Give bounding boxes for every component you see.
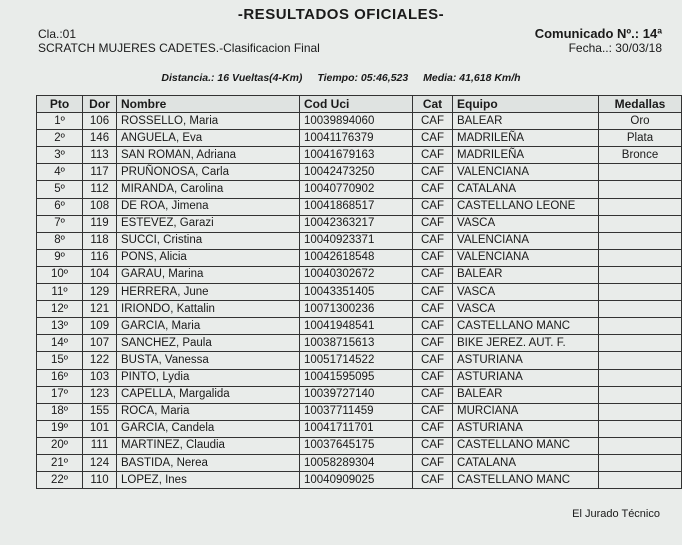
cell-equipo: ASTURIANA xyxy=(453,352,599,369)
cell-cat: CAF xyxy=(413,437,453,454)
col-header-cat: Cat xyxy=(413,96,453,113)
cell-medalla xyxy=(599,420,682,437)
cell-dor: 106 xyxy=(83,113,117,130)
table-row xyxy=(37,215,682,232)
cell-medalla xyxy=(599,266,682,283)
cell-cod-uci: 10041176379 xyxy=(300,130,413,147)
cell-pto: 11º xyxy=(37,284,83,301)
cell-medalla xyxy=(599,335,682,352)
cell-nombre: MIRANDA, Carolina xyxy=(117,181,300,198)
cell-equipo: MADRILEÑA xyxy=(453,130,599,147)
cell-pto: 12º xyxy=(37,301,83,318)
cell-cod-uci: 10041868517 xyxy=(300,198,413,215)
cell-dor: 146 xyxy=(83,130,117,147)
cell-cod-uci: 10037645175 xyxy=(300,437,413,454)
cell-medalla: Bronce xyxy=(599,147,682,164)
cell-nombre: GARCIA, Maria xyxy=(117,318,300,335)
cell-dor: 109 xyxy=(83,318,117,335)
col-header-equipo: Equipo xyxy=(453,96,599,113)
cell-dor: 104 xyxy=(83,266,117,283)
cell-cod-uci: 10037711459 xyxy=(300,403,413,420)
table-row xyxy=(37,284,682,301)
cell-cat: CAF xyxy=(413,403,453,420)
header-left xyxy=(38,27,320,55)
cell-equipo: VASCA xyxy=(453,284,599,301)
cell-medalla xyxy=(599,284,682,301)
cell-dor: 117 xyxy=(83,164,117,181)
cell-cod-uci: 10058289304 xyxy=(300,454,413,471)
table-header-row xyxy=(37,96,682,113)
cell-equipo: MURCIANA xyxy=(453,403,599,420)
cell-nombre: PINTO, Lydia xyxy=(117,369,300,386)
cell-pto: 20º xyxy=(37,437,83,454)
cell-dor: 110 xyxy=(83,472,117,489)
cell-dor: 103 xyxy=(83,369,117,386)
col-header-pto: Pto xyxy=(37,96,83,113)
cell-dor: 123 xyxy=(83,386,117,403)
cell-cat: CAF xyxy=(413,232,453,249)
col-header-cod-uci: Cod Uci xyxy=(300,96,413,113)
cell-dor: 111 xyxy=(83,437,117,454)
cell-cod-uci: 10041679163 xyxy=(300,147,413,164)
cell-nombre: ANGUELA, Eva xyxy=(117,130,300,147)
cell-equipo: VASCA xyxy=(453,215,599,232)
cell-equipo: CASTELLANO LEONE xyxy=(453,198,599,215)
document-title: -RESULTADOS OFICIALES- xyxy=(237,6,445,23)
cell-medalla xyxy=(599,215,682,232)
table-row xyxy=(37,437,682,454)
cell-pto: 15º xyxy=(37,352,83,369)
cell-nombre: CAPELLA, Margalida xyxy=(117,386,300,403)
cell-medalla xyxy=(599,472,682,489)
table-row xyxy=(37,266,682,283)
cell-nombre: PRUÑONOSA, Carla xyxy=(117,164,300,181)
cell-cat: CAF xyxy=(413,369,453,386)
cell-nombre: GARCIA, Candela xyxy=(117,420,300,437)
col-header-medallas: Medallas xyxy=(599,96,682,113)
race-summary xyxy=(0,72,682,84)
cell-medalla xyxy=(599,232,682,249)
event-name: SCRATCH MUJERES CADETES.-Clasificacion Final xyxy=(38,41,320,55)
cell-equipo: ASTURIANA xyxy=(453,420,599,437)
cell-cat: CAF xyxy=(413,181,453,198)
cell-cod-uci: 10042618548 xyxy=(300,249,413,266)
cell-cat: CAF xyxy=(413,318,453,335)
cell-pto: 5º xyxy=(37,181,83,198)
cell-nombre: ROCA, Maria xyxy=(117,403,300,420)
cell-medalla xyxy=(599,386,682,403)
jury-signature-label: El Jurado Técnico xyxy=(572,508,660,520)
cell-nombre: ROSSELLO, Maria xyxy=(117,113,300,130)
cell-cod-uci: 10041595095 xyxy=(300,369,413,386)
cell-pto: 18º xyxy=(37,403,83,420)
cell-nombre: LOPEZ, Ines xyxy=(117,472,300,489)
table-row xyxy=(37,472,682,489)
cell-dor: 108 xyxy=(83,198,117,215)
cell-dor: 113 xyxy=(83,147,117,164)
cell-pto: 22º xyxy=(37,472,83,489)
cell-cat: CAF xyxy=(413,386,453,403)
table-row xyxy=(37,198,682,215)
table-row xyxy=(37,249,682,266)
cell-cat: CAF xyxy=(413,164,453,181)
cell-pto: 2º xyxy=(37,130,83,147)
cell-pto: 1º xyxy=(37,113,83,130)
header-right xyxy=(535,27,662,55)
col-header-nombre: Nombre xyxy=(117,96,300,113)
cell-medalla xyxy=(599,181,682,198)
cell-medalla xyxy=(599,437,682,454)
communique-number: Comunicado Nº.: 14ª xyxy=(534,26,662,41)
cell-nombre: BUSTA, Vanessa xyxy=(117,352,300,369)
cell-dor: 121 xyxy=(83,301,117,318)
cell-pto: 10º xyxy=(37,266,83,283)
cell-cat: CAF xyxy=(413,266,453,283)
cell-cod-uci: 10039727140 xyxy=(300,386,413,403)
table-row xyxy=(37,130,682,147)
cell-cat: CAF xyxy=(413,284,453,301)
cell-nombre: PONS, Alicia xyxy=(117,249,300,266)
cell-equipo: CASTELLANO MANC xyxy=(453,472,599,489)
cell-dor: 118 xyxy=(83,232,117,249)
cell-equipo: CATALANA xyxy=(453,454,599,471)
cell-dor: 116 xyxy=(83,249,117,266)
distance: Distancia.: 16 Vueltas(4-Km) xyxy=(161,72,303,84)
cell-cat: CAF xyxy=(413,472,453,489)
cell-pto: 7º xyxy=(37,215,83,232)
cell-cat: CAF xyxy=(413,249,453,266)
cell-nombre: ESTEVEZ, Garazi xyxy=(117,215,300,232)
cell-cat: CAF xyxy=(413,454,453,471)
cell-nombre: BASTIDA, Nerea xyxy=(117,454,300,471)
cell-dor: 122 xyxy=(83,352,117,369)
cell-cat: CAF xyxy=(413,215,453,232)
table-row xyxy=(37,386,682,403)
cell-equipo: VALENCIANA xyxy=(453,164,599,181)
table-row xyxy=(37,113,682,130)
cell-nombre: IRIONDO, Kattalin xyxy=(117,301,300,318)
cell-dor: 129 xyxy=(83,284,117,301)
cell-cod-uci: 10040302672 xyxy=(300,266,413,283)
cell-dor: 119 xyxy=(83,215,117,232)
cell-nombre: GARAU, Marina xyxy=(117,266,300,283)
cell-medalla xyxy=(599,164,682,181)
cell-pto: 3º xyxy=(37,147,83,164)
table-row xyxy=(37,369,682,386)
cell-nombre: SUCCI, Cristina xyxy=(117,232,300,249)
cell-medalla xyxy=(599,301,682,318)
cell-cod-uci: 10040923371 xyxy=(300,232,413,249)
cell-medalla: Oro xyxy=(599,113,682,130)
cell-pto: 8º xyxy=(37,232,83,249)
cell-pto: 9º xyxy=(37,249,83,266)
table-row xyxy=(37,147,682,164)
date: Fecha..: 30/03/18 xyxy=(568,41,662,55)
cell-nombre: SAN ROMAN, Adriana xyxy=(117,147,300,164)
cell-equipo: ASTURIANA xyxy=(453,369,599,386)
cell-cod-uci: 10042363217 xyxy=(300,215,413,232)
cell-dor: 101 xyxy=(83,420,117,437)
table-row xyxy=(37,318,682,335)
table-row xyxy=(37,454,682,471)
cell-cod-uci: 10040909025 xyxy=(300,472,413,489)
average-speed: Media: 41,618 Km/h xyxy=(423,72,521,84)
cell-nombre: SANCHEZ, Paula xyxy=(117,335,300,352)
cell-cod-uci: 10071300236 xyxy=(300,301,413,318)
table-row xyxy=(37,352,682,369)
cell-nombre: HERRERA, June xyxy=(117,284,300,301)
cell-cat: CAF xyxy=(413,198,453,215)
cell-cod-uci: 10040770902 xyxy=(300,181,413,198)
cell-equipo: CASTELLANO MANC xyxy=(453,318,599,335)
cell-cod-uci: 10039894060 xyxy=(300,113,413,130)
cell-equipo: VASCA xyxy=(453,301,599,318)
table-row xyxy=(37,181,682,198)
cell-cod-uci: 10051714522 xyxy=(300,352,413,369)
results-table xyxy=(36,95,682,489)
cell-pto: 13º xyxy=(37,318,83,335)
cell-pto: 17º xyxy=(37,386,83,403)
cell-cat: CAF xyxy=(413,420,453,437)
cell-cat: CAF xyxy=(413,147,453,164)
cell-equipo: VALENCIANA xyxy=(453,232,599,249)
col-header-dor: Dor xyxy=(83,96,117,113)
cell-equipo: CASTELLANO MANC xyxy=(453,437,599,454)
cell-medalla xyxy=(599,249,682,266)
cell-cat: CAF xyxy=(413,130,453,147)
cell-nombre: MARTINEZ, Claudia xyxy=(117,437,300,454)
cell-pto: 6º xyxy=(37,198,83,215)
cell-medalla xyxy=(599,352,682,369)
cell-dor: 155 xyxy=(83,403,117,420)
cell-medalla xyxy=(599,454,682,471)
table-row xyxy=(37,403,682,420)
cell-equipo: BALEAR xyxy=(453,113,599,130)
cell-medalla xyxy=(599,403,682,420)
cell-cod-uci: 10038715613 xyxy=(300,335,413,352)
cell-equipo: BALEAR xyxy=(453,266,599,283)
cell-nombre: DE ROA, Jimena xyxy=(117,198,300,215)
table-row xyxy=(37,335,682,352)
cell-cat: CAF xyxy=(413,301,453,318)
classification-code: Cla.:01 xyxy=(38,27,77,41)
cell-cod-uci: 10042473250 xyxy=(300,164,413,181)
cell-pto: 14º xyxy=(37,335,83,352)
cell-pto: 4º xyxy=(37,164,83,181)
cell-equipo: VALENCIANA xyxy=(453,249,599,266)
cell-medalla xyxy=(599,198,682,215)
cell-medalla: Plata xyxy=(599,130,682,147)
cell-equipo: BALEAR xyxy=(453,386,599,403)
cell-dor: 124 xyxy=(83,454,117,471)
cell-cod-uci: 10041711701 xyxy=(300,420,413,437)
cell-pto: 16º xyxy=(37,369,83,386)
cell-medalla xyxy=(599,318,682,335)
cell-medalla xyxy=(599,369,682,386)
cell-dor: 107 xyxy=(83,335,117,352)
cell-cat: CAF xyxy=(413,352,453,369)
table-row xyxy=(37,232,682,249)
cell-equipo: MADRILEÑA xyxy=(453,147,599,164)
table-row xyxy=(37,164,682,181)
cell-cat: CAF xyxy=(413,335,453,352)
cell-cat: CAF xyxy=(413,113,453,130)
table-row xyxy=(37,420,682,437)
cell-equipo: CATALANA xyxy=(453,181,599,198)
time: Tiempo: 05:46,523 xyxy=(317,72,409,84)
cell-pto: 19º xyxy=(37,420,83,437)
cell-equipo: BIKE JEREZ. AUT. F. xyxy=(453,335,599,352)
cell-cod-uci: 10043351405 xyxy=(300,284,413,301)
cell-dor: 112 xyxy=(83,181,117,198)
table-row xyxy=(37,301,682,318)
cell-pto: 21º xyxy=(37,454,83,471)
cell-cod-uci: 10041948541 xyxy=(300,318,413,335)
